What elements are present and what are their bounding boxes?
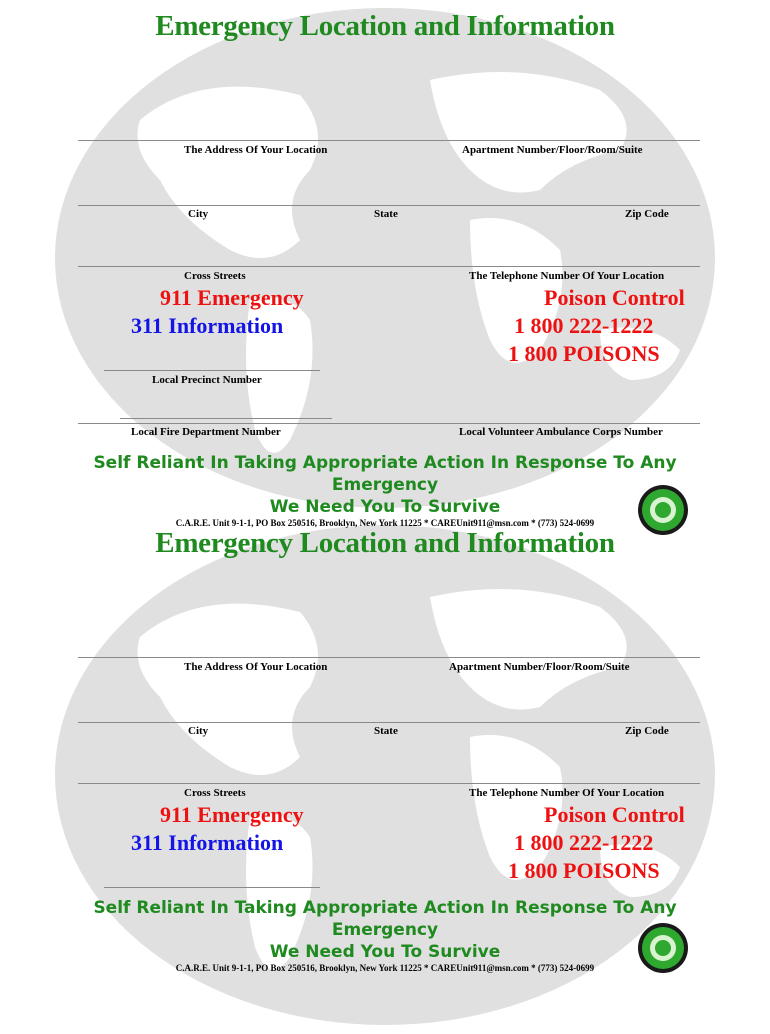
fire-dept-label: Local Fire Department Number xyxy=(131,426,281,438)
address-line xyxy=(78,657,700,658)
emergency-911: 911 Emergency xyxy=(160,802,304,827)
precinct-line xyxy=(104,887,320,888)
fire-line-short xyxy=(120,418,332,419)
precinct-line xyxy=(104,370,320,371)
slogan-line-3: We Need You To Survive xyxy=(269,942,501,962)
zip-label: Zip Code xyxy=(625,725,669,737)
city-line xyxy=(78,205,700,206)
poison-control-phone: 1 800 222-1222 xyxy=(514,830,654,855)
emergency-911: 911 Emergency xyxy=(160,285,304,310)
information-311: 311 Information xyxy=(131,830,284,855)
cross-streets-label: Cross Streets xyxy=(184,787,246,799)
footer-contact: C.A.R.E. Unit 9-1-1, PO Box 250516, Brooklyn, New York 11225 * CAREUnit911@msn.com * (773) 524-0699 xyxy=(175,963,595,973)
slogan-line-1: Self Reliant In Taking Appropriate Action In Response To Any xyxy=(93,453,677,473)
footer-contact: C.A.R.E. Unit 9-1-1, PO Box 250516, Brooklyn, New York 11225 * CAREUnit911@msn.com * (773) 524-0699 xyxy=(175,518,595,528)
card-title: Emergency Location and Information xyxy=(155,527,615,559)
apartment-label: Apartment Number/Floor/Room/Suite xyxy=(449,661,630,673)
poison-control-alt: 1 800 POISONS xyxy=(508,341,660,366)
city-label: City xyxy=(188,208,209,220)
address-label: The Address Of Your Location xyxy=(184,144,328,156)
state-label: State xyxy=(374,208,398,220)
precinct-label: Local Precinct Number xyxy=(152,374,262,386)
state-label: State xyxy=(374,725,398,737)
cross-streets-label: Cross Streets xyxy=(184,270,246,282)
slogan-line-2: Emergency xyxy=(331,475,439,495)
poison-control-title: Poison Control xyxy=(544,802,685,827)
cross-streets-line xyxy=(78,783,700,784)
city-line xyxy=(78,722,700,723)
poison-control-phone: 1 800 222-1222 xyxy=(514,313,654,338)
telephone-label: The Telephone Number Of Your Location xyxy=(469,270,665,282)
emergency-card-2 xyxy=(0,517,770,1034)
poison-control-title: Poison Control xyxy=(544,285,685,310)
care-unit-seal-icon xyxy=(637,922,689,974)
city-label: City xyxy=(188,725,209,737)
card-title: Emergency Location and Information xyxy=(155,10,615,42)
address-line xyxy=(78,140,700,141)
poison-control-alt: 1 800 POISONS xyxy=(508,858,660,883)
slogan-line-3: We Need You To Survive xyxy=(269,497,501,517)
slogan-line-2: Emergency xyxy=(331,920,439,940)
address-label: The Address Of Your Location xyxy=(184,661,328,673)
cross-streets-line xyxy=(78,266,700,267)
fire-line xyxy=(78,423,700,424)
telephone-label: The Telephone Number Of Your Location xyxy=(469,787,665,799)
slogan-line-1: Self Reliant In Taking Appropriate Action In Response To Any xyxy=(93,898,677,918)
apartment-label: Apartment Number/Floor/Room/Suite xyxy=(462,144,643,156)
zip-label: Zip Code xyxy=(625,208,669,220)
information-311: 311 Information xyxy=(131,313,284,338)
ambulance-label: Local Volunteer Ambulance Corps Number xyxy=(459,426,663,438)
